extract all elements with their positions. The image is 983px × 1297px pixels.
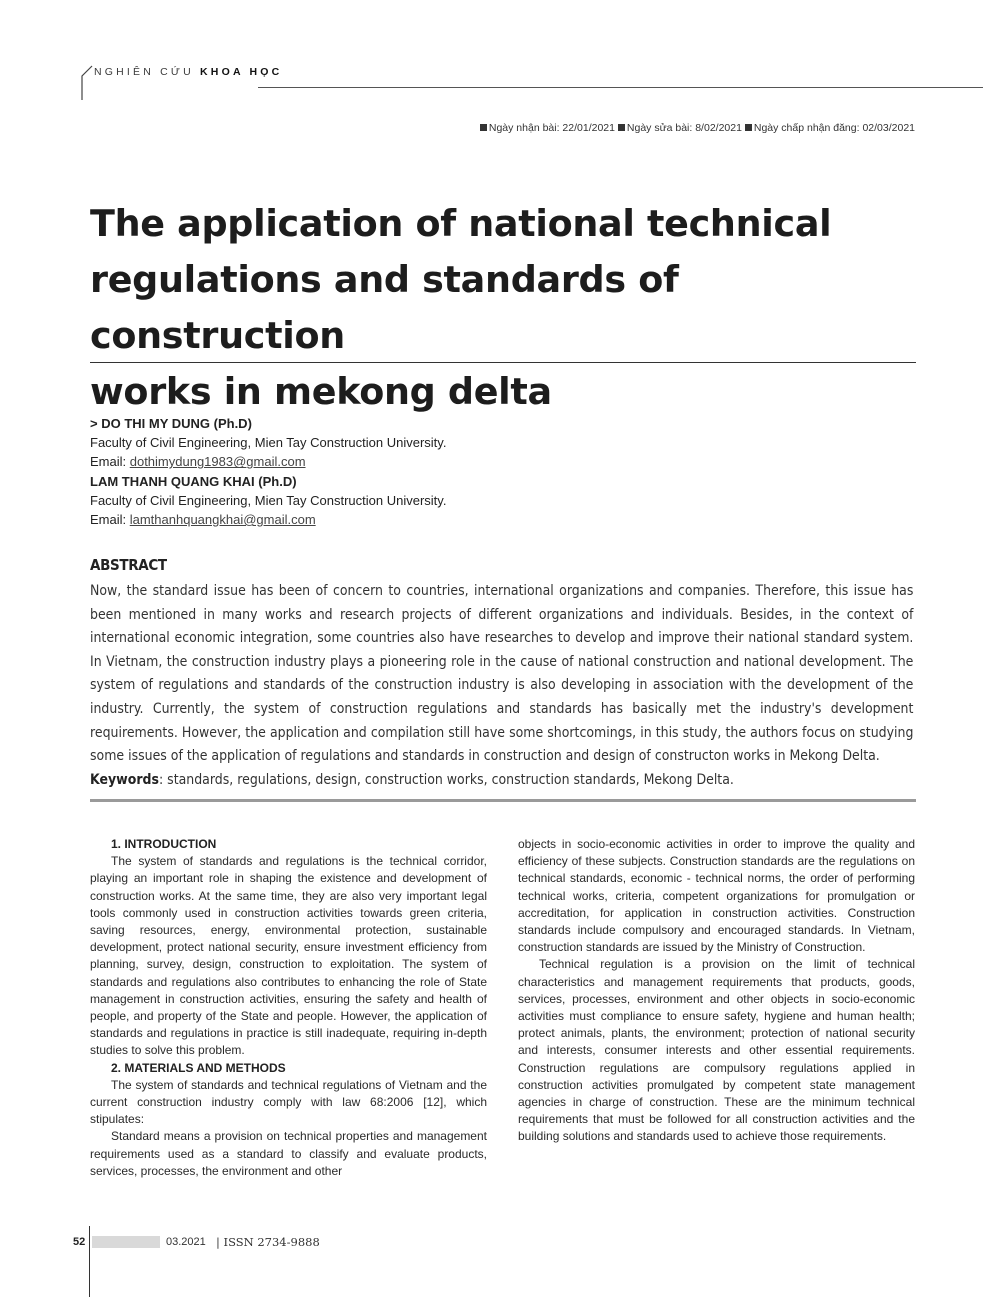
title-line: The application of national technical: [90, 202, 832, 245]
author-email-line: [90, 452, 790, 471]
header-corner-mark: [80, 64, 94, 102]
body-column-right: [518, 836, 915, 1146]
article-dates: [400, 122, 915, 134]
title-rule: [90, 362, 916, 363]
author-affiliation: Faculty of Civil Engineering, Mien Tay Construction University.: [90, 435, 447, 451]
abstract-heading: ABSTRACT: [90, 556, 167, 574]
date-received: Ngày nhận bài: 22/01/2021: [488, 122, 615, 134]
section-heading-methods: 2. MATERIALS AND METHODS: [111, 1060, 286, 1075]
paragraph: The system of standards and regulations is the technical corridor, playing an important role in shaping the existence and development of construction works. At the same time, they are also very important legal tools commonly used in construction activities towards green criteria, saving resources, energy, environmental protection, sustainable development, protect national security, ensure investment efficiency from planning, survey, design, construction to exploitation. The system of standards and regulations also contributes to enhancing the role of State management in construction activities, ensuring the safety and health of people, and property of the State and people. However, the application of standards and regulations in practice is still inadequate, requiring in-depth studies to solve this problem.: [90, 854, 487, 1058]
section-label-prefix: NGHIÊN CỨU: [94, 66, 194, 78]
author-email-link[interactable]: dothimydung1983@gmail.com: [129, 454, 306, 470]
paragraph: Technical regulation is a provision on the limit of technical characteristics and management requirements that products, goods, services, processes, environment and other objects in socio-economic activities must compliance to ensure safety, hygiene and human health; protect animals, plants, the environment; protection of national security and interests, consumer interests and other essential requirements. Construction regulations are compulsory regulations applied in construction activities promulgated by competent state management agencies in charge of construction. These are the minimum technical requirements that must be followed for all construction activities and the building solutions and standards used to achieve those requirements.: [518, 957, 915, 1144]
keywords-label: Keywords: [90, 772, 159, 788]
issue-date: 03.2021: [166, 1236, 206, 1248]
title-line: regulations and standards of construction: [90, 258, 679, 357]
keywords-line: [90, 772, 913, 788]
page-number: 52: [73, 1236, 86, 1248]
keywords-text: : standards, regulations, design, construction works, construction standards, Mekong Delta.: [158, 772, 734, 788]
journal-logo: [92, 1236, 160, 1248]
section-heading-introduction: 1. INTRODUCTION: [111, 837, 217, 851]
paragraph: objects in socio-economic activities in order to improve the quality and efficiency of these subjects. Construction standards are the regulations on technical standards, economic - technical norms, the order of performing technical works, criteria, competent organizations for promulgation or accreditation, for application in construction activities. Construction standards include compulsory and encouraged standards. In Vietnam, construction standards are issued by the Ministry of Construction.: [518, 837, 915, 955]
footer-rule: [89, 1226, 90, 1297]
author-name: > DO THI MY DUNG (Ph.D): [90, 416, 252, 431]
issn: | ISSN 2734-9888: [216, 1235, 320, 1249]
body-column-left: [90, 836, 487, 1180]
section-label-bold: KHOA HỌC: [200, 66, 283, 78]
keywords-rule: [90, 799, 916, 802]
square-bullet-icon: [618, 124, 625, 131]
author-email-line: [90, 510, 790, 529]
email-label: Email:: [90, 512, 130, 528]
section-label: [94, 66, 282, 78]
title-line: works in mekong delta: [90, 370, 552, 413]
date-accepted: Ngày chấp nhận đăng: 02/03/2021: [753, 122, 915, 134]
author-email-link[interactable]: lamthanhquangkhai@gmail.com: [129, 512, 316, 528]
square-bullet-icon: [745, 124, 752, 131]
date-revised: Ngày sửa bài: 8/02/2021: [626, 122, 742, 134]
paragraph: Standard means a provision on technical properties and management requirements used as a standard to classify and evaluate products, services, processes, the environment and other: [90, 1129, 487, 1178]
author-name: LAM THANH QUANG KHAI (Ph.D): [90, 473, 297, 489]
article-title: [90, 196, 920, 420]
square-bullet-icon: [480, 124, 487, 131]
author-affiliation: Faculty of Civil Engineering, Mien Tay Construction University.: [90, 492, 447, 508]
paragraph: The system of standards and technical regulations of Vietnam and the current construction industry comply with law 68:2006 [12], which stipulates:: [90, 1077, 487, 1127]
author-block: [90, 414, 790, 529]
abstract-text: Now, the standard issue has been of concern to countries, international organizations and companies. Therefore, this issue has been mentioned in many works and research projects of different organizations and individuals. Besides, in the context of international economic integration, some countries also have researches to develop and improve their national standard system. In Vietnam, the construction industry plays a pioneering role in the cause of national construction and national development. The system of regulations and standards of the construction industry is also developing in association with the development of the industry. Currently, the system of construction regulations and standards has basically met the industry's development requirements. However, the application and compilation still have some shortcomings, in this study, the authors focus on studying some issues of the application of regulations and standards in construction and design of constructon works in Mekong Delta.: [90, 583, 914, 765]
header-rule: [258, 87, 983, 88]
email-label: Email:: [90, 454, 130, 470]
